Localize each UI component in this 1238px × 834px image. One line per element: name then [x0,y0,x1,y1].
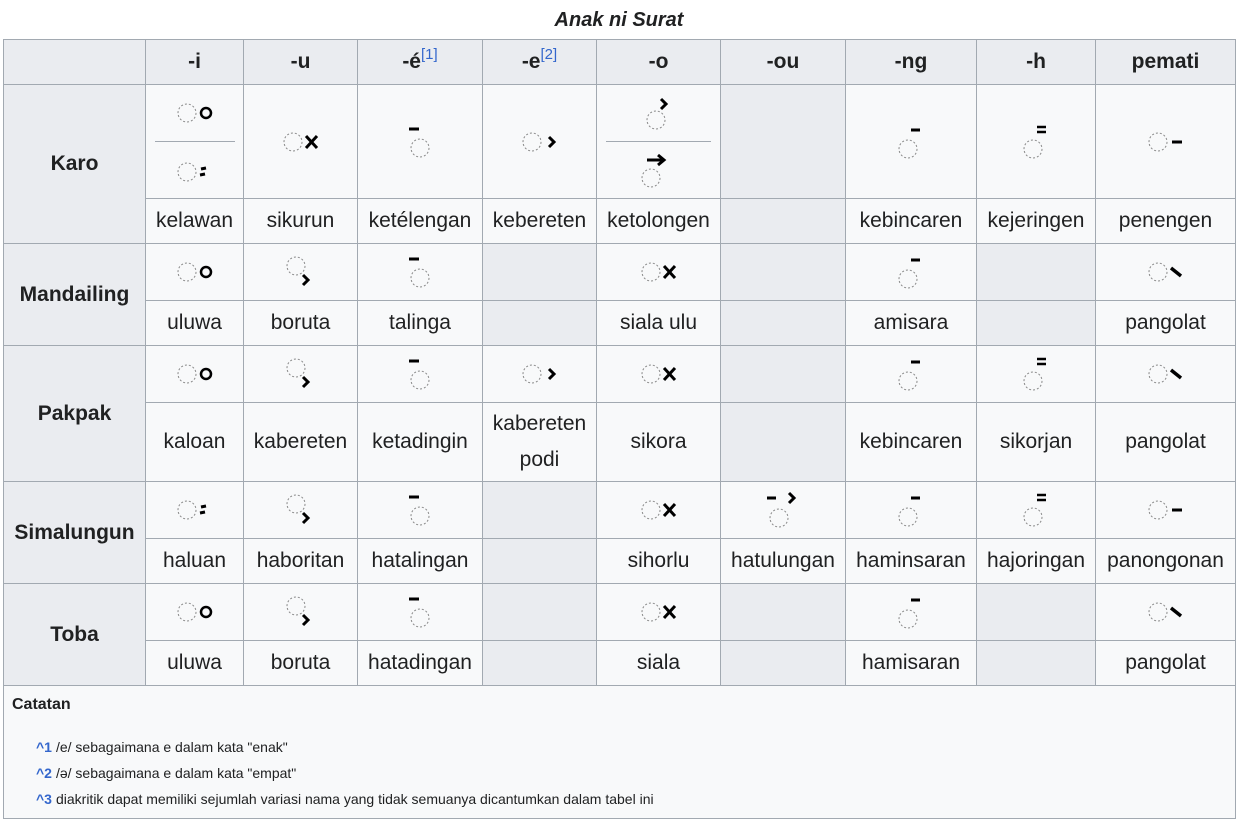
word-cell: uluwa [146,641,244,686]
word-cell: kabereten podi [483,403,597,482]
cross-diacritic-icon [639,362,679,386]
notes-list [12,734,1227,812]
word-cell: ketélengan [358,199,483,244]
glyph-cell [597,584,721,641]
empty-cell [721,244,846,301]
col-header-e-acute: -é[1] [358,40,483,85]
word-cell: haminsaran [846,539,977,584]
word-cell: kebereten [483,199,597,244]
empty-cell [483,641,597,686]
bar-above-right-diacritic-icon [896,592,926,632]
chevron-diacritic-icon [520,130,560,154]
note-backlink[interactable]: ^1 [36,739,52,755]
bar-above-diacritic-icon [405,490,435,530]
word-cell: ketolongen [597,199,721,244]
word-cell: penengen [1096,199,1236,244]
glyph-cell [146,85,244,199]
word-cell: hatalingan [358,539,483,584]
chevron-below-diacritic-icon [284,357,318,391]
glyph-cell [846,85,977,199]
double-bar-above-diacritic-icon [1021,354,1051,394]
bar-above-right-diacritic-icon [896,490,926,530]
glyph-cell [597,346,721,403]
glyph-cell [244,346,358,403]
word-cell: hatulungan [721,539,846,584]
glyph-cell [244,85,358,199]
bar-above-right-diacritic-icon [896,354,926,394]
bar-chevron-above-diacritic-icon [763,490,803,530]
ring-diacritic-icon [175,101,215,125]
bar-above-diacritic-icon [405,592,435,632]
glyph-cell [1096,85,1236,199]
note-backlink[interactable]: ^3 [36,791,52,807]
chevron-below-diacritic-icon [284,595,318,629]
glyph-cell [358,482,483,539]
glyph-cell [244,482,358,539]
glyph-cell [358,346,483,403]
glyph-cell [977,85,1096,199]
slash-diacritic-icon [1146,260,1186,284]
cross-diacritic-icon [639,260,679,284]
glyph-cell [846,584,977,641]
word-cell: haboritan [244,539,358,584]
dash-diacritic-icon [1146,498,1186,522]
diacritics-table [3,39,1236,819]
table-caption: Anak ni Surat [554,9,684,31]
chevron-above-diacritic-icon [644,93,674,133]
glyph-cell [977,482,1096,539]
glyph-cell [846,482,977,539]
empty-cell [483,584,597,641]
cross-diacritic-icon [639,600,679,624]
bar-above-right-diacritic-icon [896,252,926,292]
slash-diacritic-icon [1146,362,1186,386]
word-cell: kelawan [146,199,244,244]
ring-diacritic-icon [175,260,215,284]
double-dash-diacritic-icon [175,158,215,182]
word-cell: siala ulu [597,301,721,346]
empty-cell [977,584,1096,641]
row-header-simalungun: Simalungun [4,482,146,584]
row-header-pakpak: Pakpak [4,346,146,482]
glyph-cell [146,584,244,641]
empty-cell [721,403,846,482]
word-cell: sikurun [244,199,358,244]
word-cell: kebincaren [846,199,977,244]
note-item: ^2 /ə/ sebagaimana e dalam kata "empat" [36,765,297,781]
double-bar-above-diacritic-icon [1021,490,1051,530]
glyph-cell [483,346,597,403]
word-cell: amisara [846,301,977,346]
empty-cell [483,301,597,346]
glyph-cell [244,584,358,641]
word-cell: kejeringen [977,199,1096,244]
col-header-ng: -ng [846,40,977,85]
glyph-cell [1096,346,1236,403]
glyph-cell [1096,584,1236,641]
empty-cell [721,641,846,686]
notes-cell [4,686,1236,819]
chevron-below-diacritic-icon [284,493,318,527]
glyph-cell [483,85,597,199]
word-cell: pangolat [1096,301,1236,346]
col-header-o: -o [597,40,721,85]
word-cell: boruta [244,641,358,686]
footnote-link-2[interactable]: [2] [540,46,558,63]
glyph-cell [846,346,977,403]
empty-cell [977,301,1096,346]
row-header-toba: Toba [4,584,146,686]
empty-cell [977,641,1096,686]
double-dash-diacritic-icon [175,498,215,522]
word-cell: panongonan [1096,539,1236,584]
note-item: ^3 diakritik dapat memiliki sejumlah variasi nama yang tidak semuanya dicantumkan dalam tabel ini [36,791,654,807]
word-cell: sikorjan [977,403,1096,482]
bar-above-right-diacritic-icon [896,122,926,162]
footnote-link-1[interactable]: [1] [421,46,438,63]
word-cell: sihorlu [597,539,721,584]
glyph-cell [146,244,244,301]
row-header-mandailing: Mandailing [4,244,146,346]
glyph-cell [244,244,358,301]
word-cell: talinga [358,301,483,346]
cross-diacritic-icon [281,130,321,154]
empty-cell [721,346,846,403]
empty-cell [721,85,846,199]
glyph-cell [146,482,244,539]
glyph-cell [1096,482,1236,539]
glyph-cell [358,584,483,641]
dash-diacritic-icon [1146,130,1186,154]
empty-cell [977,244,1096,301]
word-cell: pangolat [1096,403,1236,482]
notes-title: Catatan [12,696,71,713]
col-header-i: -i [146,40,244,85]
glyph-cell [358,85,483,199]
word-cell: siala [597,641,721,686]
col-header-h: -h [977,40,1096,85]
empty-cell [483,482,597,539]
cross-diacritic-icon [639,498,679,522]
note-backlink[interactable]: ^2 [36,765,52,781]
col-header-ou: -ou [721,40,846,85]
row-header-karo: Karo [4,85,146,244]
glyph-cell [597,244,721,301]
chevron-diacritic-icon [520,362,560,386]
col-header-pemati: pemati [1096,40,1236,85]
word-cell: hajoringan [977,539,1096,584]
empty-cell [483,244,597,301]
bar-above-diacritic-icon [405,252,435,292]
glyph-cell [358,244,483,301]
glyph-cell [146,346,244,403]
col-header-u: -u [244,40,358,85]
col-header-e: -e[2] [483,40,597,85]
glyph-cell [721,482,846,539]
bar-above-diacritic-icon [405,354,435,394]
word-cell: kabereten [244,403,358,482]
word-cell: hatadingan [358,641,483,686]
empty-cell [721,199,846,244]
note-item: ^1 /e/ sebagaimana e dalam kata "enak" [36,739,288,755]
chevron-below-diacritic-icon [284,255,318,289]
ring-diacritic-icon [175,362,215,386]
word-cell: boruta [244,301,358,346]
glyph-cell [597,482,721,539]
word-cell: kaloan [146,403,244,482]
word-cell: pangolat [1096,641,1236,686]
empty-cell [721,584,846,641]
word-cell: uluwa [146,301,244,346]
corner-cell [4,40,146,85]
ring-diacritic-icon [175,600,215,624]
glyph-cell [846,244,977,301]
double-bar-above-diacritic-icon [1021,122,1051,162]
word-cell: hamisaran [846,641,977,686]
empty-cell [483,539,597,584]
bar-above-diacritic-icon [405,122,435,162]
slash-diacritic-icon [1146,600,1186,624]
empty-cell [721,301,846,346]
word-cell: sikora [597,403,721,482]
glyph-cell [977,346,1096,403]
word-cell: haluan [146,539,244,584]
word-cell: kebincaren [846,403,977,482]
arrow-above-diacritic-icon [639,150,679,190]
word-cell: ketadingin [358,403,483,482]
glyph-cell [1096,244,1236,301]
glyph-cell [597,85,721,199]
